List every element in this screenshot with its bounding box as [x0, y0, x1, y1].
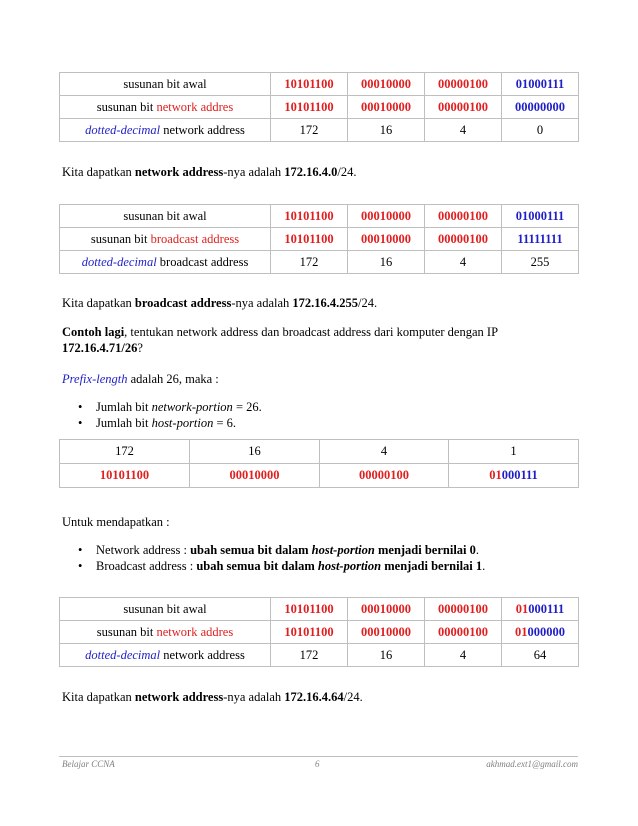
octet-cell: 16: [190, 440, 320, 464]
bullet-icon: •: [78, 559, 83, 573]
example-question: Contoh lagi, tentukan network address dan broadcast address dari komputer dengan IP: [62, 325, 499, 339]
octet-cell: 00000000: [502, 96, 579, 119]
octet-cell: 00000100: [425, 205, 502, 228]
octet-cell: 01000111: [502, 205, 579, 228]
table-row: [60, 440, 579, 464]
footer-divider: [59, 756, 578, 757]
table-row: [60, 73, 579, 96]
octet-cell: 00010000: [348, 228, 425, 251]
octet-cell: 00010000: [190, 464, 320, 488]
octet-cell: 255: [502, 251, 579, 274]
octet-cell: 00010000: [348, 96, 425, 119]
octet-cell: 64: [502, 644, 579, 667]
octet-cell: 00000100: [425, 96, 502, 119]
row-label: susunan bit awal: [60, 205, 271, 228]
octet-cell: 4: [425, 251, 502, 274]
octet-cell: 4: [320, 440, 449, 464]
octet-cell: 4: [425, 119, 502, 142]
result-paragraph: Kita dapatkan network address-nya adalah 172.16.4.64/24.: [62, 690, 363, 704]
row-label: susunan bit network addres: [60, 96, 271, 119]
octet-cell: 172: [271, 119, 348, 142]
octet-cell: 1: [449, 440, 579, 464]
row-label: susunan bit network addres: [60, 621, 271, 644]
bullet-item: • Network address : ubah semua bit dalam host-portion menjadi bernilai 0.: [78, 543, 480, 557]
octet-cell: 00010000: [348, 73, 425, 96]
broadcast-address-table: [59, 204, 579, 274]
octet-cell: 16: [348, 251, 425, 274]
row-label: dotted-decimal network address: [60, 119, 271, 142]
table-row: [60, 205, 579, 228]
octet-cell: 11111111: [502, 228, 579, 251]
table-row: [60, 228, 579, 251]
table-row: [60, 598, 579, 621]
bullet-icon: •: [78, 400, 83, 414]
row-label: dotted-decimal broadcast address: [60, 251, 271, 274]
bullet-icon: •: [78, 543, 83, 557]
footer-email: akhmad.ext1@gmail.com: [486, 759, 578, 769]
result-paragraph: Kita dapatkan network address-nya adalah 172.16.4.0/24.: [62, 165, 357, 179]
octet-cell: 16: [348, 644, 425, 667]
row-label: susunan bit broadcast address: [60, 228, 271, 251]
ip-octet-table: [59, 439, 579, 488]
octet-cell: 172: [60, 440, 190, 464]
octet-cell: 00010000: [348, 621, 425, 644]
page-number: 6: [315, 759, 320, 769]
octet-cell: 16: [348, 119, 425, 142]
octet-cell: 01000111: [502, 73, 579, 96]
bullet-item: • Jumlah bit host-portion = 6.: [78, 416, 237, 430]
octet-cell: 10101100: [271, 598, 348, 621]
table-row: [60, 251, 579, 274]
octet-cell: 01000111: [449, 464, 579, 488]
octet-cell: 10101100: [60, 464, 190, 488]
octet-cell: 01000000: [502, 621, 579, 644]
octet-cell: 10101100: [271, 228, 348, 251]
octet-cell: 172: [271, 644, 348, 667]
octet-cell: 00010000: [348, 598, 425, 621]
row-label: susunan bit awal: [60, 73, 271, 96]
octet-cell: 00000100: [425, 621, 502, 644]
prefix-length-paragraph: Prefix-length adalah 26, maka :: [62, 372, 219, 386]
bullet-item: • Jumlah bit network-portion = 26.: [78, 400, 262, 414]
octet-cell: 00000100: [425, 598, 502, 621]
octet-cell: 10101100: [271, 96, 348, 119]
octet-cell: 10101100: [271, 205, 348, 228]
octet-cell: 4: [425, 644, 502, 667]
octet-cell: 10101100: [271, 73, 348, 96]
table-row: [60, 119, 579, 142]
row-label: susunan bit awal: [60, 598, 271, 621]
octet-cell: 00000100: [320, 464, 449, 488]
paragraph: Untuk mendapatkan :: [62, 515, 170, 529]
octet-cell: 00010000: [348, 205, 425, 228]
footer-title: Belajar CCNA: [62, 759, 115, 769]
table-row: [60, 96, 579, 119]
table-row: [60, 464, 579, 488]
network-address-table-1: [59, 72, 579, 142]
octet-cell: 00000100: [425, 73, 502, 96]
result-paragraph: Kita dapatkan broadcast address-nya adalah 172.16.4.255/24.: [62, 296, 378, 310]
octet-cell: 0: [502, 119, 579, 142]
bullet-icon: •: [78, 416, 83, 430]
row-label: dotted-decimal network address: [60, 644, 271, 667]
bullet-item: • Broadcast address : ubah semua bit dalam host-portion menjadi bernilai 1.: [78, 559, 486, 573]
example-question-ip: 172.16.4.71/26?: [62, 341, 143, 355]
octet-cell: 172: [271, 251, 348, 274]
network-address-table-2: [59, 597, 579, 667]
octet-cell: 01000111: [502, 598, 579, 621]
table-row: [60, 621, 579, 644]
octet-cell: 10101100: [271, 621, 348, 644]
table-row: [60, 644, 579, 667]
octet-cell: 00000100: [425, 228, 502, 251]
